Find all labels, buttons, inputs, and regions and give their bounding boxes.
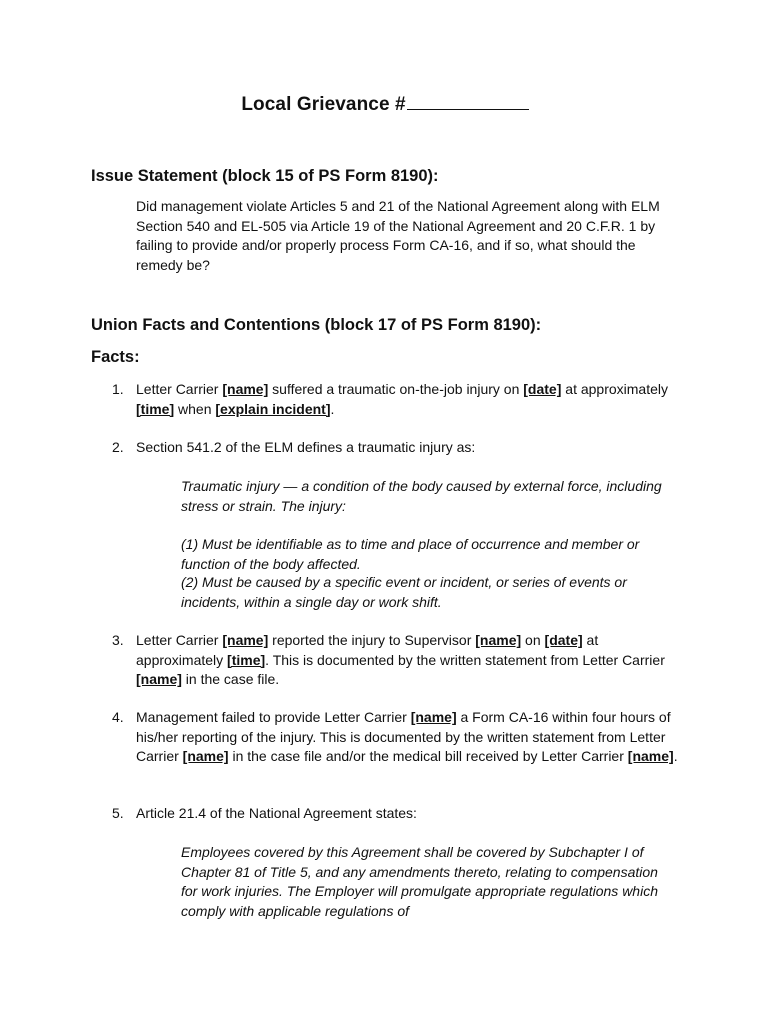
- fact-item-4: [112, 708, 682, 767]
- fact-body: Article 21.4 of the National Agreement states:: [136, 805, 417, 821]
- elm-quote-criterion-1: (1) Must be identifiable as to time and place of occurrence and member or function of the body affected.: [181, 536, 640, 572]
- fact-item-2: [112, 438, 682, 458]
- article-21-4-quote: Employees covered by this Agreement shall be covered by Subchapter I of Chapter 81 of Title 5, and any amendments thereto, relating to compensation for work injuries. The Employer will promulgate appropriate regulations which comply with applicable regulations of: [181, 844, 658, 919]
- issue-statement: Did management violate Articles 5 and 21 of the National Agreement along with ELM Section 540 and EL-505 via Article 19 of the National Agreement and 20 C.F.R. 1 by failing to provide and/or properly process Form CA-16, and if so, what should the remedy be?: [136, 198, 660, 273]
- title-text: Local Grievance #: [241, 94, 406, 115]
- fact-body: Letter Carrier [name] suffered a traumatic on-the-job injury on [date] at approximately [time] when [explain incident].: [136, 381, 668, 417]
- placeholder-date: [date]: [523, 381, 562, 397]
- fact-item-1: [112, 380, 682, 419]
- placeholder-name: [name]: [222, 632, 269, 648]
- fact-number: 3.: [112, 632, 124, 648]
- fact-item-3: [112, 631, 682, 690]
- placeholder-time: [time]: [227, 651, 266, 668]
- page-title: [0, 94, 770, 116]
- fact-body: Management failed to provide Letter Carrier [name] a Form CA-16 within four hours of his/her reporting of the injury. This is documented by the written statement from Letter Carrier [name] in the case file and/or the medical bill received by Letter Carrier [name].: [136, 709, 678, 764]
- placeholder-name: [name]: [475, 632, 522, 648]
- fact-number: 4.: [112, 709, 124, 725]
- elm-quote-definition: Traumatic injury — a condition of the body caused by external force, including stress or strain. The injury:: [181, 478, 662, 514]
- placeholder-name: [name]: [410, 709, 457, 725]
- placeholder-name: [name]: [182, 748, 229, 764]
- fact-number: 5.: [112, 805, 124, 821]
- facts-heading: Facts:: [91, 348, 140, 366]
- union-facts-heading: Union Facts and Contentions (block 17 of PS Form 8190):: [91, 316, 542, 334]
- issue-heading: Issue Statement (block 15 of PS Form 8190):: [91, 167, 439, 185]
- fact-body: Section 541.2 of the ELM defines a traumatic injury as:: [136, 439, 476, 455]
- placeholder-name: [name]: [136, 671, 182, 687]
- fact-item-5: [112, 804, 682, 824]
- fact-body: Letter Carrier [name] reported the injury to Supervisor [name] on [date] at approximately [time]. This is documented by the written statement from Letter Carrier [name] in the case file.: [136, 632, 665, 687]
- grievance-number-blank: [407, 95, 529, 110]
- placeholder-explain-incident: [explain incident]: [215, 400, 331, 417]
- placeholder-name: [name]: [627, 748, 674, 764]
- fact-number: 2.: [112, 439, 124, 455]
- placeholder-name: [name]: [222, 381, 269, 397]
- fact-number: 1.: [112, 381, 124, 397]
- placeholder-date: [date]: [544, 632, 583, 648]
- placeholder-time: [time]: [136, 400, 175, 417]
- elm-quote-criterion-2: (2) Must be caused by a specific event or incident, or series of events or incidents, within a single day or work shift.: [181, 574, 627, 610]
